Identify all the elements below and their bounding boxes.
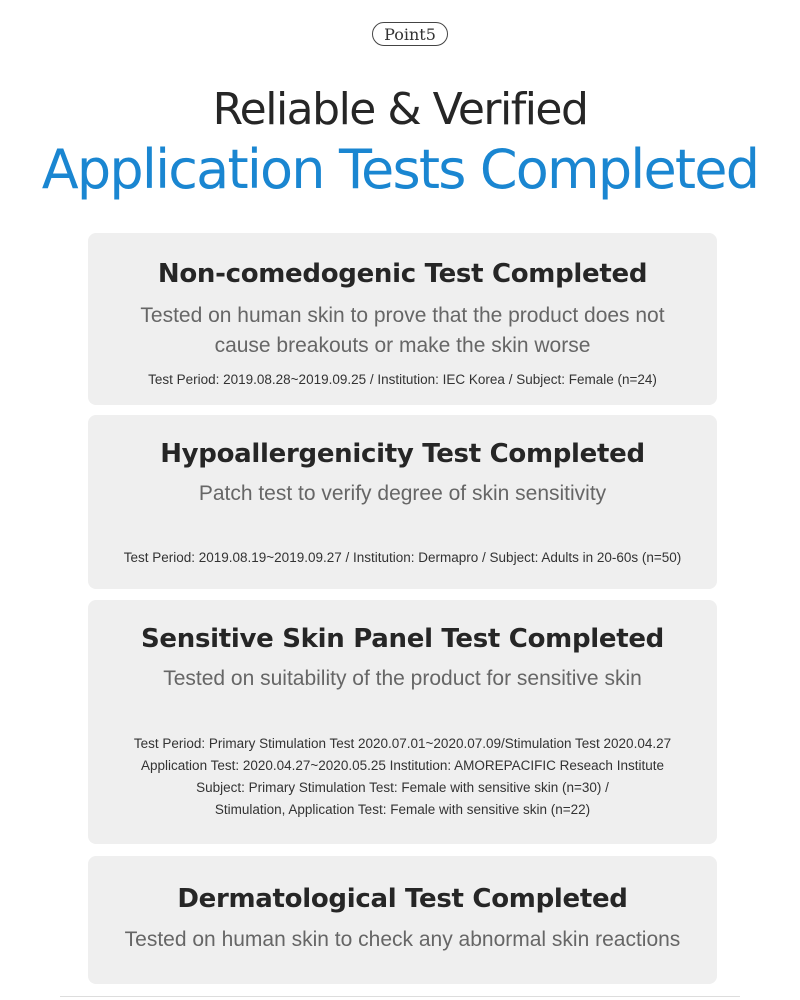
card-test-details: Stimulation, Application Test: Female with sensitive skin (n=22) bbox=[214, 802, 591, 817]
card-description: Tested on suitability of the product for sensitive skin bbox=[163, 667, 642, 690]
bottom-divider bbox=[60, 996, 740, 997]
card-description: Tested on human skin to check any abnormal skin reactions bbox=[124, 928, 681, 951]
card-description: Tested on human skin to prove that the product does not bbox=[140, 304, 665, 327]
test-card-non-comedogenic bbox=[88, 233, 717, 405]
card-description: cause breakouts or make the skin worse bbox=[214, 334, 591, 357]
card-test-details: Test Period: Primary Stimulation Test 2020.07.01~2020.07.09/Stimulation Test 2020.04.27 bbox=[133, 736, 672, 751]
card-title: Hypoallergenicity Test Completed bbox=[160, 439, 645, 469]
point-badge: Point5 bbox=[372, 22, 448, 46]
card-test-details: Test Period: 2019.08.28~2019.09.25 / Institution: IEC Korea / Subject: Female (n=24) bbox=[148, 372, 657, 387]
card-title: Dermatological Test Completed bbox=[177, 884, 628, 914]
card-description: Patch test to verify degree of skin sensitivity bbox=[198, 482, 607, 505]
card-title: Sensitive Skin Panel Test Completed bbox=[141, 624, 664, 654]
test-card-hypoallergenicity bbox=[88, 415, 717, 589]
card-test-details: Test Period: 2019.08.19~2019.09.27 / Institution: Dermapro / Subject: Adults in 20-60s (n=50) bbox=[123, 550, 682, 565]
test-card-dermatological bbox=[88, 856, 717, 984]
test-card-sensitive-skin-panel bbox=[88, 600, 717, 844]
headline-primary: Reliable & Verified bbox=[212, 84, 588, 135]
card-test-details: Application Test: 2020.04.27~2020.05.25 Institution: AMOREPACIFIC Reseach Institute bbox=[141, 758, 664, 773]
card-test-details: Subject: Primary Stimulation Test: Female with sensitive skin (n=30) / bbox=[196, 780, 609, 795]
card-title: Non-comedogenic Test Completed bbox=[157, 259, 648, 289]
headline-secondary: Application Tests Completed bbox=[41, 138, 759, 201]
